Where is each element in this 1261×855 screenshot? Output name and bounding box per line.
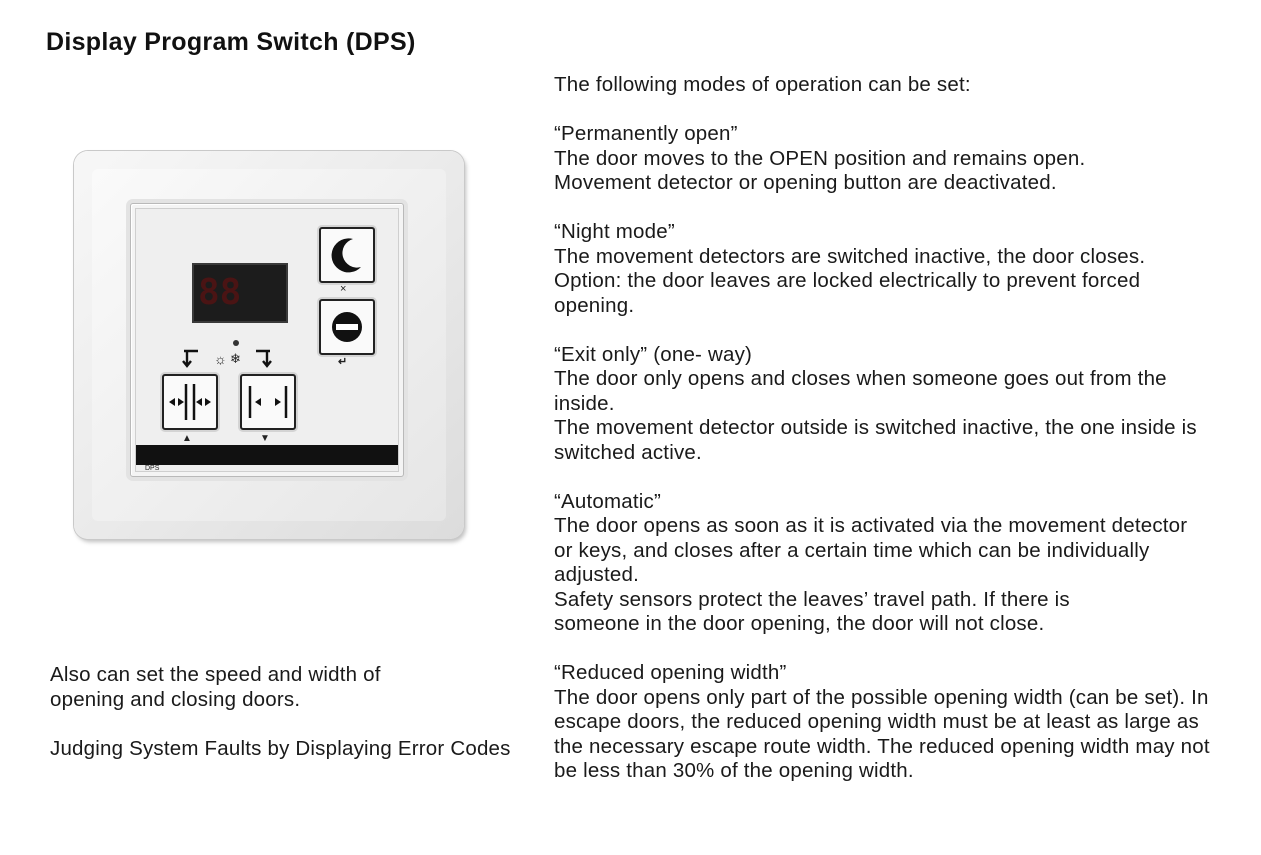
mode-title: “Exit only” (one- way)	[554, 342, 753, 366]
seven-segment-display	[192, 263, 288, 323]
dps-device-image	[74, 151, 464, 539]
page-title: Display Program Switch (DPS)	[46, 28, 416, 56]
door-open-icon	[164, 376, 216, 428]
feature-notes	[50, 663, 520, 786]
mode-automatic	[554, 490, 1244, 637]
x-mark: ×	[340, 283, 347, 295]
device-label: DPS	[145, 465, 160, 472]
sun-icon: ☼	[214, 351, 227, 367]
panel-inner	[135, 208, 399, 472]
intro-text: The following modes of operation can be set:	[554, 73, 971, 96]
mode-description: Movement detector or opening button are deactivated.	[554, 171, 1057, 194]
device-panel	[130, 203, 404, 477]
mode-description: The movement detector outside is switched inactive, the one inside is switched active.	[554, 416, 1197, 464]
mode-description: The door only opens and closes when someone goes out from the inside.	[554, 367, 1167, 415]
mode-reduced-width	[554, 661, 1244, 784]
black-label-strip	[136, 445, 398, 465]
mode-description: Option: the door leaves are locked electrically to prevent forced opening.	[554, 269, 1141, 317]
mode-title: “Night mode”	[554, 220, 675, 243]
up-arrow: ▲	[182, 433, 192, 444]
mode-description: The movement detectors are switched inactive, the door closes.	[554, 244, 1146, 268]
note-speed-width: Also can set the speed and width of opening and closing doors.	[50, 663, 381, 711]
mode-exit-only	[554, 343, 1244, 466]
snowflake-icon: ❄	[230, 351, 241, 366]
display-digits: 88	[198, 272, 242, 313]
night-mode-button	[319, 227, 375, 283]
door-exit-icon	[242, 376, 294, 428]
mode-title: “Automatic”	[554, 489, 662, 513]
note-error-codes: Judging System Faults by Displaying Error Codes	[50, 736, 511, 760]
arrow-down-right-icon	[254, 349, 272, 369]
mode-description: Safety sensors protect the leaves’ travel path. If there is someone in the door opening, the door will not close.	[554, 587, 1070, 635]
down-arrow: ▼	[260, 433, 270, 444]
moon-icon	[321, 229, 373, 281]
arrow-down-left-icon	[182, 349, 200, 369]
mode-title: “Reduced opening width”	[554, 661, 787, 684]
mode-night	[554, 220, 1244, 318]
stop-icon	[321, 301, 373, 353]
mode-description: The door opens as soon as it is activated via the movement detector or keys, and closes after a certain time which can be individually adjusted.	[554, 514, 1188, 586]
lock-button	[319, 299, 375, 355]
exit-only-button	[240, 374, 296, 430]
mode-description: The door moves to the OPEN position and remains open.	[554, 146, 1086, 170]
status-led	[233, 340, 239, 346]
modes-list	[554, 122, 1244, 808]
mode-title: “Permanently open”	[554, 122, 738, 145]
mode-permanently-open	[554, 122, 1244, 196]
mode-description: The door opens only part of the possible opening width (can be set). In escape doors, the reduced opening width must be at least as large as the necessary escape route width. The reduced opening width may not be less than 30% of the opening width.	[554, 685, 1210, 782]
enter-mark: ↵	[338, 356, 348, 368]
open-mode-button	[162, 374, 218, 430]
